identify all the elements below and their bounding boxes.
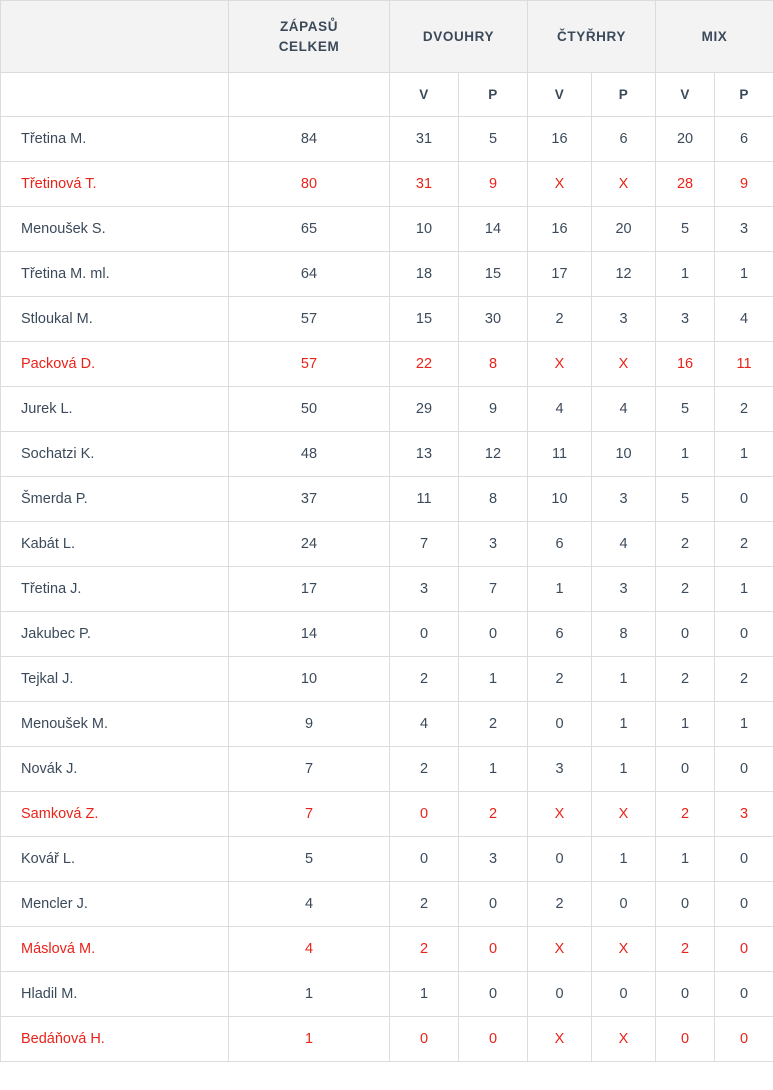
table-row (1, 117, 773, 162)
cell-singles-losses: 14 (459, 207, 528, 252)
cell-player-name: Kovář L. (1, 837, 229, 882)
cell-doubles-losses: 8 (592, 612, 656, 657)
header-matches-total (229, 1, 390, 73)
cell-player-name: Menoušek S. (1, 207, 229, 252)
cell-doubles-wins: 11 (528, 432, 592, 477)
cell-mixed-wins: 5 (656, 207, 715, 252)
cell-mixed-wins: 0 (656, 612, 715, 657)
cell-mixed-losses: 3 (715, 792, 773, 837)
table-row (1, 522, 773, 567)
cell-singles-losses: 8 (459, 342, 528, 387)
cell-player-name: Hladil M. (1, 972, 229, 1017)
cell-matches-total: 37 (229, 477, 390, 522)
cell-singles-wins: 31 (390, 162, 459, 207)
cell-mixed-wins: 2 (656, 567, 715, 612)
cell-doubles-wins: X (528, 342, 592, 387)
cell-singles-wins: 11 (390, 477, 459, 522)
cell-doubles-wins: 16 (528, 117, 592, 162)
header-mixed-wins: V (656, 73, 715, 117)
table-row (1, 657, 773, 702)
cell-singles-losses: 8 (459, 477, 528, 522)
cell-doubles-losses: 3 (592, 567, 656, 612)
cell-singles-losses: 0 (459, 927, 528, 972)
cell-doubles-losses: 6 (592, 117, 656, 162)
table-row (1, 342, 773, 387)
cell-singles-losses: 15 (459, 252, 528, 297)
cell-singles-losses: 9 (459, 162, 528, 207)
cell-mixed-wins: 2 (656, 792, 715, 837)
cell-doubles-losses: 0 (592, 972, 656, 1017)
cell-singles-losses: 0 (459, 612, 528, 657)
table-row (1, 837, 773, 882)
table-row (1, 927, 773, 972)
cell-doubles-wins: X (528, 927, 592, 972)
cell-doubles-wins: 10 (528, 477, 592, 522)
header-singles-losses: P (459, 73, 528, 117)
cell-matches-total: 7 (229, 747, 390, 792)
table-row (1, 432, 773, 477)
cell-doubles-wins: X (528, 162, 592, 207)
cell-singles-wins: 3 (390, 567, 459, 612)
cell-mixed-wins: 20 (656, 117, 715, 162)
cell-singles-losses: 1 (459, 657, 528, 702)
cell-matches-total: 57 (229, 297, 390, 342)
header-matches-total-line2: CELKEM (278, 38, 340, 54)
table-row (1, 792, 773, 837)
cell-singles-losses: 9 (459, 387, 528, 432)
cell-player-name: Jakubec P. (1, 612, 229, 657)
cell-singles-wins: 13 (390, 432, 459, 477)
cell-player-name: Třetina J. (1, 567, 229, 612)
cell-doubles-losses: X (592, 792, 656, 837)
cell-player-name: Třetina M. (1, 117, 229, 162)
cell-mixed-wins: 2 (656, 927, 715, 972)
cell-doubles-wins: 2 (528, 657, 592, 702)
cell-matches-total: 57 (229, 342, 390, 387)
cell-mixed-wins: 2 (656, 657, 715, 702)
cell-matches-total: 84 (229, 117, 390, 162)
cell-mixed-losses: 2 (715, 522, 773, 567)
header-sub-blank-name (1, 73, 229, 117)
cell-doubles-losses: 0 (592, 882, 656, 927)
cell-mixed-losses: 0 (715, 1017, 773, 1062)
cell-singles-wins: 22 (390, 342, 459, 387)
cell-mixed-wins: 16 (656, 342, 715, 387)
cell-doubles-losses: 3 (592, 297, 656, 342)
cell-doubles-wins: 6 (528, 522, 592, 567)
header-doubles-wins: V (528, 73, 592, 117)
cell-doubles-wins: 16 (528, 207, 592, 252)
cell-singles-wins: 10 (390, 207, 459, 252)
cell-singles-losses: 1 (459, 747, 528, 792)
header-doubles-losses: P (592, 73, 656, 117)
cell-matches-total: 17 (229, 567, 390, 612)
cell-doubles-losses: 3 (592, 477, 656, 522)
cell-doubles-losses: X (592, 342, 656, 387)
cell-doubles-losses: 10 (592, 432, 656, 477)
cell-matches-total: 24 (229, 522, 390, 567)
cell-mixed-losses: 0 (715, 747, 773, 792)
table-row (1, 567, 773, 612)
cell-doubles-losses: 1 (592, 747, 656, 792)
cell-matches-total: 4 (229, 882, 390, 927)
cell-doubles-wins: 0 (528, 837, 592, 882)
cell-matches-total: 80 (229, 162, 390, 207)
cell-singles-losses: 30 (459, 297, 528, 342)
cell-singles-losses: 2 (459, 792, 528, 837)
cell-doubles-wins: 17 (528, 252, 592, 297)
cell-singles-wins: 0 (390, 792, 459, 837)
cell-mixed-wins: 1 (656, 252, 715, 297)
cell-singles-losses: 0 (459, 882, 528, 927)
header-sub-row (1, 73, 773, 117)
cell-singles-losses: 0 (459, 972, 528, 1017)
cell-singles-losses: 3 (459, 837, 528, 882)
cell-singles-wins: 1 (390, 972, 459, 1017)
cell-mixed-wins: 0 (656, 972, 715, 1017)
cell-mixed-wins: 1 (656, 432, 715, 477)
table-row (1, 387, 773, 432)
cell-mixed-losses: 1 (715, 702, 773, 747)
cell-player-name: Máslová M. (1, 927, 229, 972)
cell-mixed-wins: 28 (656, 162, 715, 207)
cell-player-name: Třetinová T. (1, 162, 229, 207)
header-group-doubles: ČTYŘHRY (528, 1, 656, 73)
header-group-mixed: MIX (656, 1, 773, 73)
cell-singles-losses: 2 (459, 702, 528, 747)
table-row (1, 747, 773, 792)
cell-player-name: Třetina M. ml. (1, 252, 229, 297)
cell-player-name: Sochatzi K. (1, 432, 229, 477)
cell-doubles-losses: X (592, 927, 656, 972)
cell-matches-total: 10 (229, 657, 390, 702)
cell-mixed-wins: 5 (656, 477, 715, 522)
header-singles-wins: V (390, 73, 459, 117)
cell-player-name: Kabát L. (1, 522, 229, 567)
cell-doubles-losses: 20 (592, 207, 656, 252)
cell-singles-losses: 12 (459, 432, 528, 477)
cell-doubles-wins: 2 (528, 297, 592, 342)
cell-doubles-wins: 2 (528, 882, 592, 927)
cell-mixed-wins: 1 (656, 702, 715, 747)
cell-matches-total: 4 (229, 927, 390, 972)
cell-singles-losses: 7 (459, 567, 528, 612)
cell-player-name: Šmerda P. (1, 477, 229, 522)
table-row (1, 612, 773, 657)
cell-mixed-losses: 9 (715, 162, 773, 207)
table-row (1, 972, 773, 1017)
cell-singles-wins: 4 (390, 702, 459, 747)
cell-player-name: Bedáňová H. (1, 1017, 229, 1062)
cell-player-name: Menoušek M. (1, 702, 229, 747)
cell-singles-losses: 3 (459, 522, 528, 567)
cell-player-name: Novák J. (1, 747, 229, 792)
cell-singles-wins: 2 (390, 882, 459, 927)
header-mixed-losses: P (715, 73, 773, 117)
cell-doubles-wins: X (528, 1017, 592, 1062)
cell-player-name: Tejkal J. (1, 657, 229, 702)
cell-singles-wins: 2 (390, 927, 459, 972)
cell-mixed-wins: 0 (656, 1017, 715, 1062)
cell-doubles-wins: X (528, 792, 592, 837)
cell-matches-total: 1 (229, 972, 390, 1017)
cell-singles-wins: 18 (390, 252, 459, 297)
table-row (1, 477, 773, 522)
table-row (1, 702, 773, 747)
cell-singles-losses: 5 (459, 117, 528, 162)
cell-matches-total: 14 (229, 612, 390, 657)
table-row (1, 207, 773, 252)
cell-singles-wins: 29 (390, 387, 459, 432)
cell-singles-wins: 0 (390, 1017, 459, 1062)
cell-matches-total: 9 (229, 702, 390, 747)
table-row (1, 162, 773, 207)
cell-doubles-wins: 0 (528, 702, 592, 747)
cell-doubles-wins: 1 (528, 567, 592, 612)
table-row (1, 882, 773, 927)
header-player-name (1, 1, 229, 73)
cell-matches-total: 5 (229, 837, 390, 882)
cell-doubles-wins: 4 (528, 387, 592, 432)
table-row (1, 297, 773, 342)
cell-doubles-losses: 4 (592, 522, 656, 567)
cell-mixed-wins: 3 (656, 297, 715, 342)
cell-mixed-losses: 4 (715, 297, 773, 342)
cell-doubles-wins: 0 (528, 972, 592, 1017)
cell-doubles-losses: 1 (592, 657, 656, 702)
table-row (1, 252, 773, 297)
cell-mixed-losses: 0 (715, 612, 773, 657)
cell-mixed-losses: 0 (715, 477, 773, 522)
header-sub-blank-total (229, 73, 390, 117)
cell-mixed-losses: 0 (715, 927, 773, 972)
cell-doubles-wins: 3 (528, 747, 592, 792)
cell-matches-total: 48 (229, 432, 390, 477)
cell-mixed-wins: 5 (656, 387, 715, 432)
header-group-singles: DVOUHRY (390, 1, 528, 73)
cell-singles-wins: 0 (390, 837, 459, 882)
cell-player-name: Samková Z. (1, 792, 229, 837)
cell-doubles-losses: X (592, 1017, 656, 1062)
cell-player-name: Jurek L. (1, 387, 229, 432)
cell-matches-total: 50 (229, 387, 390, 432)
cell-matches-total: 64 (229, 252, 390, 297)
cell-player-name: Packová D. (1, 342, 229, 387)
cell-player-name: Mencler J. (1, 882, 229, 927)
cell-mixed-losses: 6 (715, 117, 773, 162)
cell-mixed-losses: 11 (715, 342, 773, 387)
cell-mixed-losses: 1 (715, 567, 773, 612)
cell-mixed-losses: 2 (715, 657, 773, 702)
cell-matches-total: 1 (229, 1017, 390, 1062)
cell-player-name: Stloukal M. (1, 297, 229, 342)
cell-mixed-wins: 1 (656, 837, 715, 882)
cell-matches-total: 7 (229, 792, 390, 837)
cell-singles-wins: 7 (390, 522, 459, 567)
cell-mixed-losses: 1 (715, 252, 773, 297)
cell-doubles-losses: 1 (592, 837, 656, 882)
header-group-row (1, 1, 773, 73)
cell-singles-wins: 15 (390, 297, 459, 342)
cell-singles-losses: 0 (459, 1017, 528, 1062)
cell-mixed-losses: 3 (715, 207, 773, 252)
cell-mixed-losses: 2 (715, 387, 773, 432)
cell-doubles-losses: 4 (592, 387, 656, 432)
cell-doubles-wins: 6 (528, 612, 592, 657)
cell-singles-wins: 2 (390, 657, 459, 702)
cell-mixed-wins: 0 (656, 882, 715, 927)
table-header (1, 1, 773, 117)
cell-doubles-losses: X (592, 162, 656, 207)
cell-mixed-losses: 0 (715, 882, 773, 927)
cell-singles-wins: 2 (390, 747, 459, 792)
header-matches-total-line1: ZÁPASŮ (279, 18, 339, 34)
cell-matches-total: 65 (229, 207, 390, 252)
cell-mixed-wins: 2 (656, 522, 715, 567)
cell-doubles-losses: 1 (592, 702, 656, 747)
cell-mixed-wins: 0 (656, 747, 715, 792)
cell-mixed-losses: 0 (715, 837, 773, 882)
cell-singles-wins: 0 (390, 612, 459, 657)
cell-mixed-losses: 1 (715, 432, 773, 477)
table-body (1, 117, 773, 1062)
table-row (1, 1017, 773, 1062)
cell-doubles-losses: 12 (592, 252, 656, 297)
cell-singles-wins: 31 (390, 117, 459, 162)
cell-mixed-losses: 0 (715, 972, 773, 1017)
